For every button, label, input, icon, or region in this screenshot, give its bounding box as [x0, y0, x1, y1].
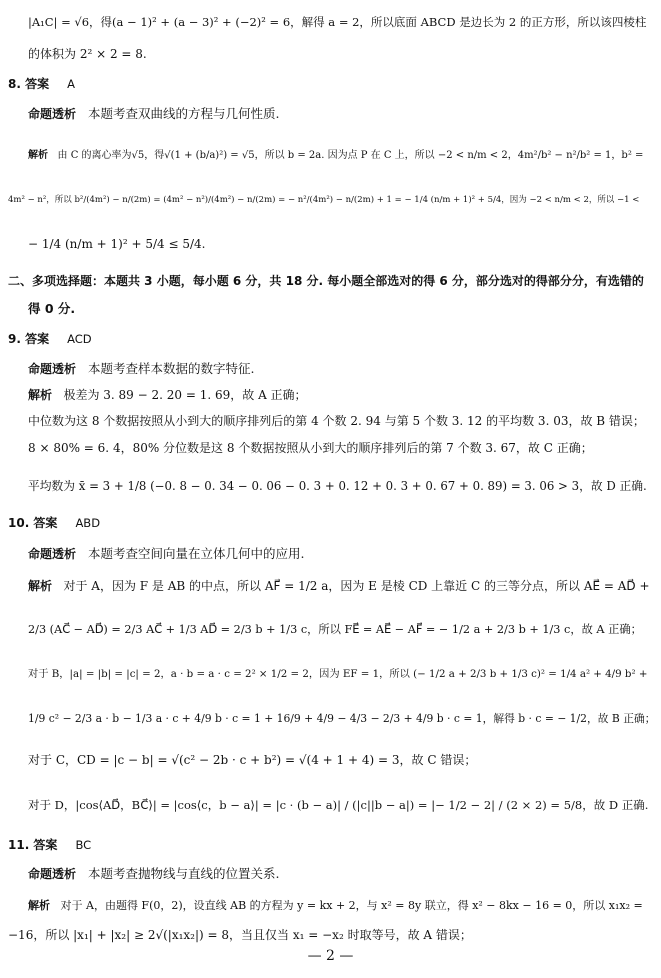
solution-text: 对于 A，因为 F 是 AB 的中点，所以 AF⃗ = 1/2 a，因为 E 是棱 CD 上靠近 C 的三等分点，所以 AE⃗ = AD⃗ + [63, 579, 650, 593]
topic-text: 本题考查样本数据的数字特征. [87, 361, 255, 376]
topic-label: 命题透析 [28, 547, 77, 561]
text-line: −16，所以 |x₁| + |x₂| ≥ 2√(|x₁x₂|) = 8，当且仅当 x₁ = −x₂ 时取等号，故 A 错误； [8, 928, 472, 942]
text-line: |A₁C| = √6，得(a − 1)² + (a − 3)² + (−2)² = 6，解得 a = 2，所以底面 ABCD 是边长为 2 的正方形，所以该四棱柱 [28, 15, 647, 29]
text-line: 8 × 80% = 6. 4，80% 分位数是这 8 个数据按照从小到大的顺序排列后的第 7 个数 3. 67，故 C 正确； [28, 441, 593, 455]
question-8-solution [28, 148, 643, 164]
text-line: 2/3 (AC⃗ − AD⃗) = 2/3 AC⃗ + 1/3 AD⃗ = 2/3 b + 1/3 c，所以 FE⃗ = AE⃗ − AF⃗ = − 1/2 a + 2/3 b + 1/3 c，故 A 正确； [28, 623, 642, 636]
question-8-topic [28, 106, 279, 122]
answer-value: ABD [75, 516, 101, 530]
topic-text: 本题考查抛物线与直线的位置关系. [87, 866, 280, 881]
text-line: 平均数为 x̄ = 3 + 1/8 (−0. 8 − 0. 34 − 0. 06 − 0. 3 + 0. 12 + 0. 3 + 0. 67 + 0. 89) = 3. 06 > 3，故 D 正确. [28, 479, 647, 493]
solution-label: 解析 [28, 579, 53, 593]
section-heading-cont: 得 0 分. [28, 301, 76, 316]
text-line: 的体积为 2² × 2 = 8. [28, 47, 147, 61]
question-8-header [8, 76, 75, 92]
answer-label: 8. 答案 [8, 77, 50, 91]
answer-value: A [67, 77, 75, 91]
question-11-header [8, 837, 91, 853]
question-9-solution [28, 387, 307, 403]
solution-label: 解析 [28, 899, 50, 912]
question-9-header [8, 331, 92, 347]
topic-text: 本题考查空间向量在立体几何中的应用. [87, 546, 305, 561]
question-11-topic [28, 866, 279, 882]
text-line: 对于 C，CD = |c − b| = √(c² − 2b · c + b²) = √(4 + 1 + 4) = 3，故 C 错误； [28, 753, 477, 767]
answer-label: 10. 答案 [8, 516, 58, 530]
text-line: 对于 D，|cos⟨AD⃗，BC⃗⟩| = |cos⟨c，b − a⟩| = |c · (b − a)| / (|c||b − a|) = |− 1/2 − 2| / (2 × 2) = 5/8，故 D 正确. [28, 798, 649, 812]
answer-label: 9. 答案 [8, 332, 50, 346]
section-heading: 二、多项选择题：本题共 3 小题，每小题 6 分，共 18 分. 每小题全部选对的得 6 分，部分选对的得部分分，有选错的 [8, 274, 644, 288]
question-10-topic [28, 546, 304, 562]
answer-value: ACD [67, 332, 92, 346]
text-line: 对于 B，|a| = |b| = |c| = 2，a · b = a · c = 2² × 1/2 = 2，因为 EF = 1，所以 (− 1/2 a + 2/3 b + 1/3 c)² = 1/4 a² + 4/9 b² + [28, 668, 648, 680]
topic-label: 命题透析 [28, 867, 77, 881]
topic-label: 命题透析 [28, 362, 77, 376]
topic-label: 命题透析 [28, 107, 77, 121]
topic-text: 本题考查双曲线的方程与几何性质. [87, 106, 280, 121]
solution-label: 解析 [28, 150, 48, 161]
solution-text: 极差为 3. 89 − 2. 20 = 1. 69，故 A 正确； [63, 388, 307, 402]
question-9-topic [28, 361, 254, 377]
text-line: 4m² − n²，所以 b²/(4m²) − n/(2m) = (4m² − n²)/(4m²) − n/(2m) = − n²/(4m²) − n/(2m) + 1 = − 1/4 (n/m + 1)² + 5/4，因为 −2 < n/m < 2，所以 −1 < [8, 195, 640, 205]
page-number: — 2 — [307, 948, 354, 964]
question-10-header [8, 515, 100, 531]
answer-value: BC [75, 838, 92, 852]
text-line: − 1/4 (n/m + 1)² + 5/4 ≤ 5/4. [28, 237, 206, 251]
answer-label: 11. 答案 [8, 838, 58, 852]
text-line: 1/9 c² − 2/3 a · b − 1/3 a · c + 4/9 b · c = 1 + 16/9 + 4/9 − 4/3 − 2/3 + 4/9 b · c = 1，解得 b · c = − 1/2，故 B 正确； [28, 712, 656, 725]
solution-text: 由 C 的离心率为√5，得√(1 + (b/a)²) = √5，所以 b = 2a. 因为点 P 在 C 上，所以 −2 < n/m < 2，4m²/b² − n²/b² = 1，b² = [57, 150, 644, 161]
solution-label: 解析 [28, 388, 53, 402]
question-11-solution [28, 898, 643, 914]
text-line: 中位数为这 8 个数据按照从小到大的顺序排列后的第 4 个数 2. 94 与第 5 个数 3. 12 的平均数 3. 03，故 B 错误； [28, 414, 645, 428]
question-10-solution [28, 578, 650, 594]
solution-text: 对于 A，由题得 F(0，2)，设直线 AB 的方程为 y = kx + 2，与 x² = 8y 联立，得 x² − 8kx − 16 = 0，所以 x₁x₂ = [60, 899, 643, 912]
